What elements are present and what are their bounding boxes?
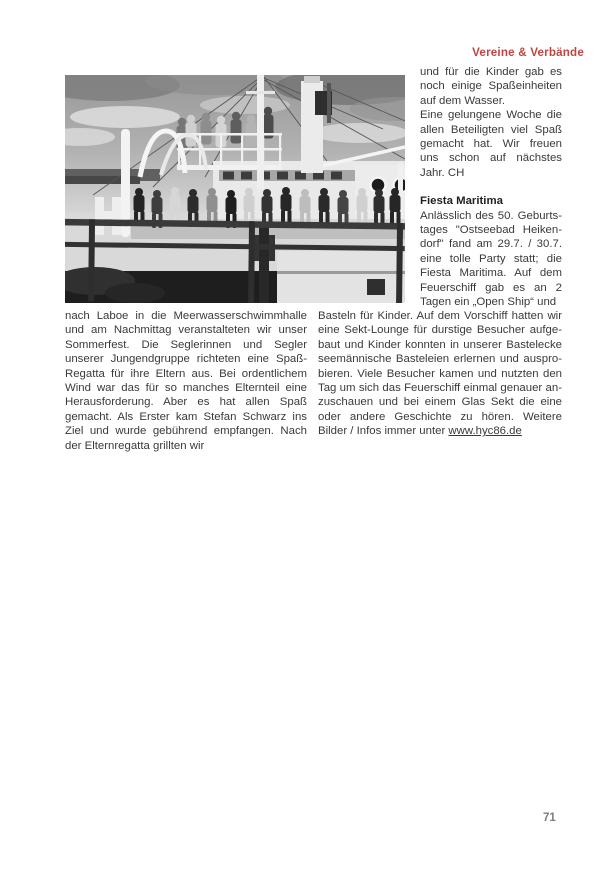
para-gelungene-woche: Eine gelungene Woche die allen Beteiligten viel Spaß gemacht hat. Wir freuen uns schon auf nächstes Jahr. CH — [420, 109, 562, 179]
para-fiesta-intro: Anlässlich des 50. Geburtstages "Ostseebad Heikendorf" fand am 29.7. / 30.7. eine tolle Party statt; die Fiesta Maritima. Auf dem Feuerschiff gab es an 2 Tagen ein „Open Ship“ und — [420, 209, 562, 309]
ship-photo-graphic — [65, 75, 405, 303]
link-hyc86[interactable]: www.hyc86.de — [448, 425, 522, 438]
para-sommerfest: nach Laboe in die Meerwasserschwimmhalle und am Nachmittag veranstalteten wir unser Sommerfest. Die Seglerinnen und Segler unserer Jungendgruppe richteten eine Spaß-Regatta für ihre Eltern aus. Bei ordentlichem Wind war das für so manches Elternteil eine Herausforderung. Aber es hat allen Spaß gemacht. Als Erster kam Stefan Schwarz ins Ziel und wurde gebührend empfangen. Nach der Elternregatta grillten wir — [65, 310, 307, 452]
section-header: Vereine & Verbände — [472, 46, 584, 59]
bottom-right-column — [318, 309, 562, 453]
heading-fiesta-maritima: Fiesta Maritima — [420, 195, 503, 208]
para-basteln — [318, 309, 562, 439]
page-number: 71 — [543, 812, 556, 824]
para-basteln-text: Basteln für Kinder. Auf dem Vorschiff hatten wir eine Sekt-Lounge für durstige Besucher aufgebaut und Kinder konnten in unserer Bastelecke seemännische Basteleien erlernen und ausprobieren. Viele Besucher kamen und nutzten den Tag um sich das Feuerschiff einmal genauer anzuschauen und bei einem Glas Sekt die eine oder andere Geschichte zu hören. Weitere Bilder / Infos immer unter — [318, 310, 562, 438]
right-column — [420, 65, 562, 310]
bottom-left-column — [65, 309, 307, 453]
para-kinder-spass: und für die Kinder gab es noch einige Spaßeinheiten auf dem Wasser. — [420, 66, 562, 107]
bottom-text-section — [65, 309, 562, 453]
ship-photo — [65, 75, 405, 303]
